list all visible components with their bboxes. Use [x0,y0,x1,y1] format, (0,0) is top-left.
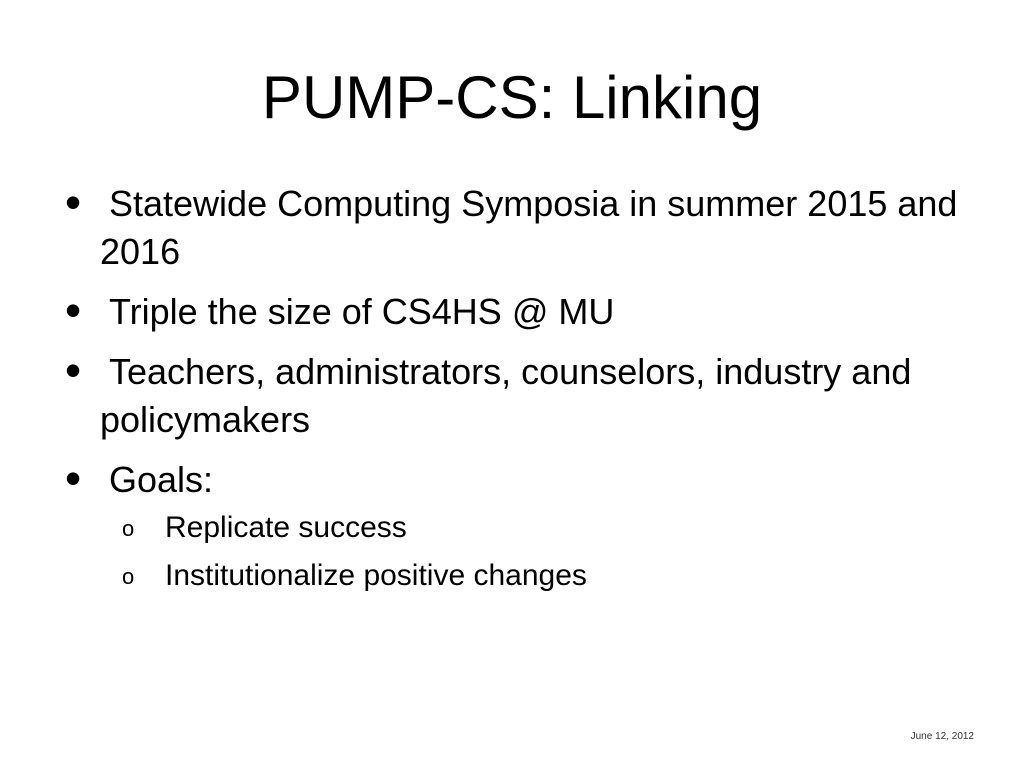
sub-bullet-text: Replicate success [165,511,407,544]
sub-bullet-text: Institutionalize positive changes [165,559,587,592]
bullet-list [60,176,960,612]
bullet-text: Teachers, administrators, counselors, industry and policymakers [100,351,912,440]
bullet-item-goals [60,452,960,600]
bullet-item [60,176,960,276]
bullet-icon: • [65,452,82,504]
circle-bullet-icon: o [122,564,135,589]
bullet-text: Statewide Computing Symposia in summer 2015 and 2016 [100,183,958,272]
sub-bullet-item [100,552,960,600]
circle-bullet-icon: o [122,516,135,541]
bullet-icon: • [65,284,82,336]
bullet-text: Triple the size of CS4HS @ MU [109,291,615,332]
slide-title: PUMP-CS: Linking [261,64,763,131]
footer-date: June 12, 2012 [910,731,974,742]
bullet-icon: • [65,344,82,396]
sub-bullet-list [100,504,960,600]
bullet-text: Goals: [109,459,214,500]
bullet-icon: • [65,176,82,228]
bullet-item [60,344,960,444]
sub-bullet-item [100,504,960,552]
bullet-item [60,284,960,336]
